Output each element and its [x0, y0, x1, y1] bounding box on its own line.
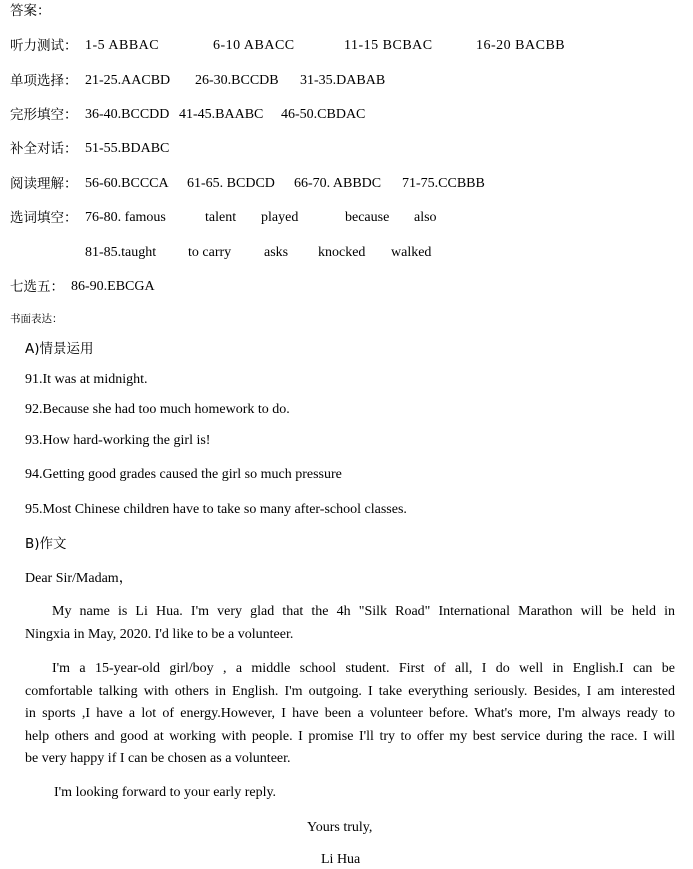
part-a-title: A)情景运用 — [25, 341, 94, 357]
cloze-label: 完形填空： — [10, 107, 78, 123]
answer-91: 91.It was at midnight. — [25, 372, 148, 387]
listening-group-1: 1-5 ABBAC — [85, 38, 160, 53]
paragraph-2-line-5: be very happy if I can be chosen as a volunteer. — [25, 751, 291, 766]
word-fill-item-85: walked — [391, 245, 432, 260]
paragraph-2-line-3: in sports ,I have a lot of energy.However, I have been a volunteer before. What's more, I'm always ready to — [25, 706, 675, 721]
cloze-row — [0, 106, 693, 124]
dialogue-row — [0, 140, 693, 158]
word-fill-item-84: knocked — [318, 245, 366, 260]
seven-five-label: 七选五： — [10, 279, 64, 295]
paragraph-1-line-1: My name is Li Hua. I'm very glad that the 4h "Silk Road" International Marathon will be held in — [52, 604, 675, 619]
dialogue-label: 补全对话： — [10, 141, 78, 157]
word-fill-item-80: also — [414, 210, 437, 225]
listening-group-4: 16-20 BACBB — [476, 38, 566, 53]
word-fill-item-77: talent — [205, 210, 237, 225]
letter-salutation: Dear Sir/Madam， — [25, 571, 133, 586]
paragraph-2-line-1: I'm a 15-year-old girl/boy , a middle school student. First of all, I do well in English.I can be — [52, 661, 675, 676]
dialogue-group-1: 51-55.BDABC — [85, 141, 170, 156]
word-fill-item-83: asks — [264, 245, 289, 260]
reading-group-3: 66-70. ABBDC — [294, 176, 382, 191]
paragraph-2-line-4: help others and good at working with people. I promise I'll try to offer my best service during the race. I will — [25, 728, 675, 744]
part-b-title: B)作文 — [25, 536, 67, 552]
paragraph-2-line-2: comfortable talking with others in English. I'm outgoing. I take everything seriously. Besides, I am interested — [25, 683, 675, 699]
word-fill-item-79: because — [345, 210, 390, 225]
letter-paragraph-2 — [25, 658, 675, 771]
word-fill-item-78: played — [261, 210, 299, 225]
reading-group-1: 56-60.BCCCA — [85, 176, 169, 191]
listening-row — [0, 37, 693, 55]
single-choice-group-1: 21-25.AACBD — [85, 73, 171, 88]
single-choice-group-3: 31-35.DABAB — [300, 73, 386, 88]
seven-five-group-1: 86-90.EBCGA — [71, 279, 155, 294]
reading-row — [0, 175, 693, 193]
listening-label: 听力测试： — [10, 38, 78, 54]
writing-label: 书面表达： — [10, 313, 63, 325]
reading-group-4: 71-75.CCBBB — [402, 176, 485, 191]
single-choice-group-2: 26-30.BCCDB — [195, 73, 279, 88]
cloze-group-1: 36-40.BCCDD — [85, 107, 170, 122]
answer-92: 92.Because she had too much homework to do. — [25, 402, 290, 417]
reading-group-2: 61-65. BCDCD — [187, 176, 275, 191]
word-fill-item-81: 81-85.taught — [85, 245, 157, 260]
word-fill-item-76: 76-80. famous — [85, 210, 166, 225]
cloze-group-2: 41-45.BAABC — [179, 107, 264, 122]
letter-signature: Li Hua — [321, 852, 361, 867]
letter-paragraph-1 — [25, 601, 675, 646]
word-fill-item-82: to carry — [188, 245, 232, 260]
single-choice-label: 单项选择： — [10, 73, 78, 89]
listening-group-3: 11-15 BCBAC — [344, 38, 433, 53]
word-fill-row-1 — [0, 209, 693, 227]
answer-94: 94.Getting good grades caused the girl so much pressure — [25, 467, 342, 482]
answer-93: 93.How hard-working the girl is! — [25, 433, 211, 448]
single-choice-row — [0, 72, 693, 90]
letter-paragraph-3: I'm looking forward to your early reply. — [54, 785, 277, 800]
seven-five-row — [0, 278, 693, 296]
listening-group-2: 6-10 ABACC — [213, 38, 295, 53]
word-fill-row-2 — [0, 244, 693, 262]
cloze-group-3: 46-50.CBDAC — [281, 107, 366, 122]
letter-closing: Yours truly, — [307, 820, 373, 835]
paragraph-1-line-2: Ningxia in May, 2020. I'd like to be a volunteer. — [25, 626, 294, 642]
word-fill-label: 选词填空： — [10, 210, 78, 226]
reading-label: 阅读理解： — [10, 176, 78, 192]
answers-heading: 答案： — [10, 3, 51, 19]
answer-95: 95.Most Chinese children have to take so many after-school classes. — [25, 502, 407, 517]
